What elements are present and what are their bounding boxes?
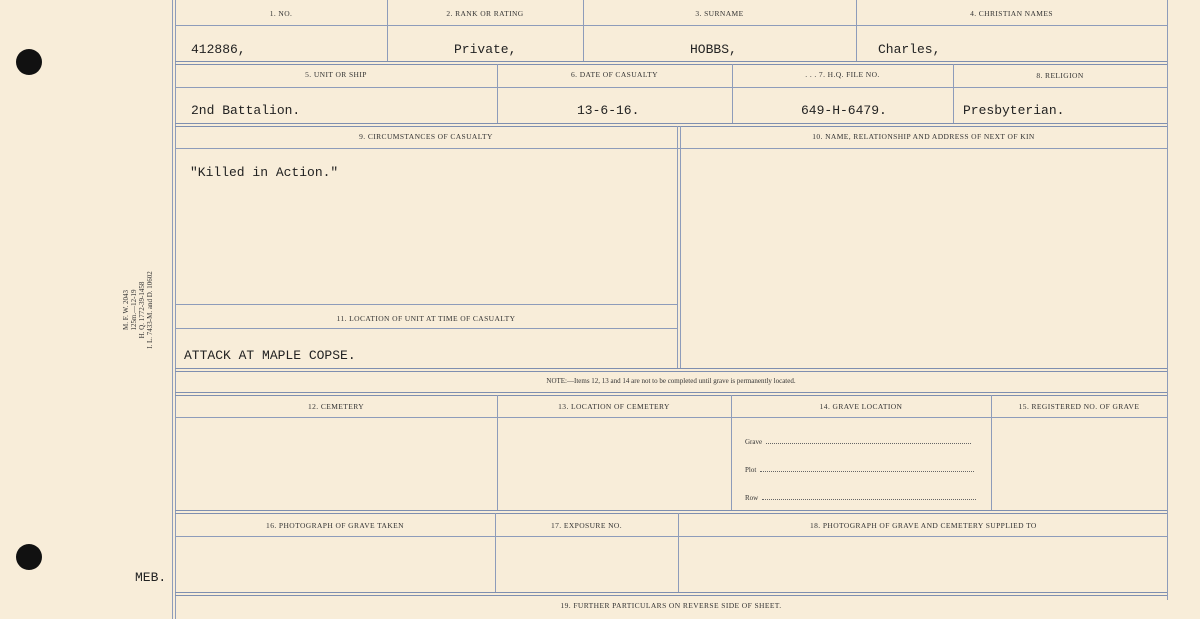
stamp-line: M. F. W. 2043 — [122, 290, 130, 330]
value-circumstances: "Killed in Action." — [190, 165, 339, 180]
value-surname: HOBBS, — [690, 42, 737, 57]
label-exposure: 17. EXPOSURE NO. — [551, 521, 622, 530]
further-particulars: 19. FURTHER PARTICULARS ON REVERSE SIDE OF SHEET. — [560, 601, 782, 610]
label-cemetery: 12. CEMETERY — [307, 402, 365, 411]
label-photo-supplied: 18. PHOTOGRAPH OF GRAVE AND CEMETERY SUPPLIED TO — [810, 521, 1037, 530]
stamp-line: 125m.—12-19 — [130, 289, 138, 331]
note: NOTE:—Items 12, 13 and 14 are not to be completed until grave is permanently located. — [546, 377, 796, 385]
punch-hole — [16, 49, 42, 75]
label-religion: 8. RELIGION — [1036, 71, 1084, 80]
stamp-line: H. Q. 1772-39-1458 — [138, 281, 146, 339]
label-file: . . . 7. H.Q. FILE NO. — [805, 70, 880, 79]
value-religion: Presbyterian. — [963, 103, 1065, 118]
label-unit: 5. UNIT OR SHIP — [305, 70, 367, 79]
grave-line — [745, 438, 971, 446]
label-date: 6. DATE OF CASUALTY — [571, 70, 658, 79]
value-location: ATTACK AT MAPLE COPSE. — [184, 348, 356, 363]
row-label: Row — [745, 494, 759, 502]
value-date: 13-6-16. — [577, 103, 640, 118]
label-next-of-kin: 10. NAME, RELATIONSHIP AND ADDRESS OF NEXT OF KIN — [812, 132, 1035, 141]
grave-label: Grave — [745, 438, 763, 446]
value-unit: 2nd Battalion. — [191, 103, 301, 118]
label-surname: 3. SURNAME — [695, 9, 744, 18]
value-rank: Private, — [454, 42, 517, 57]
label-christian: 4. CHRISTIAN NAMES — [970, 9, 1053, 18]
label-cemetery-location: 13. LOCATION OF CEMETERY — [558, 402, 670, 411]
plot-line — [745, 466, 974, 474]
initials: MEB. — [135, 570, 167, 585]
row-line — [745, 494, 976, 502]
label-grave-location: 14. GRAVE LOCATION — [819, 402, 903, 411]
label-no: 1. NO. — [269, 9, 293, 18]
label-circumstances: 9. CIRCUMSTANCES OF CASUALTY — [359, 132, 493, 141]
value-no: 412886, — [191, 42, 246, 57]
value-file: 649-H-6479. — [801, 103, 887, 118]
punch-hole — [16, 544, 42, 570]
label-rank: 2. RANK OR RATING — [446, 9, 524, 18]
label-location: 11. LOCATION OF UNIT AT TIME OF CASUALTY — [336, 314, 516, 323]
label-registered: 15. REGISTERED NO. OF GRAVE — [1018, 402, 1140, 411]
stamp-line: I. L. 7433-M. and D. 10602 — [146, 271, 154, 349]
plot-label: Plot — [745, 466, 757, 474]
value-christian: Charles, — [878, 42, 941, 57]
label-photo-taken: 16. PHOTOGRAPH OF GRAVE TAKEN — [266, 521, 404, 530]
